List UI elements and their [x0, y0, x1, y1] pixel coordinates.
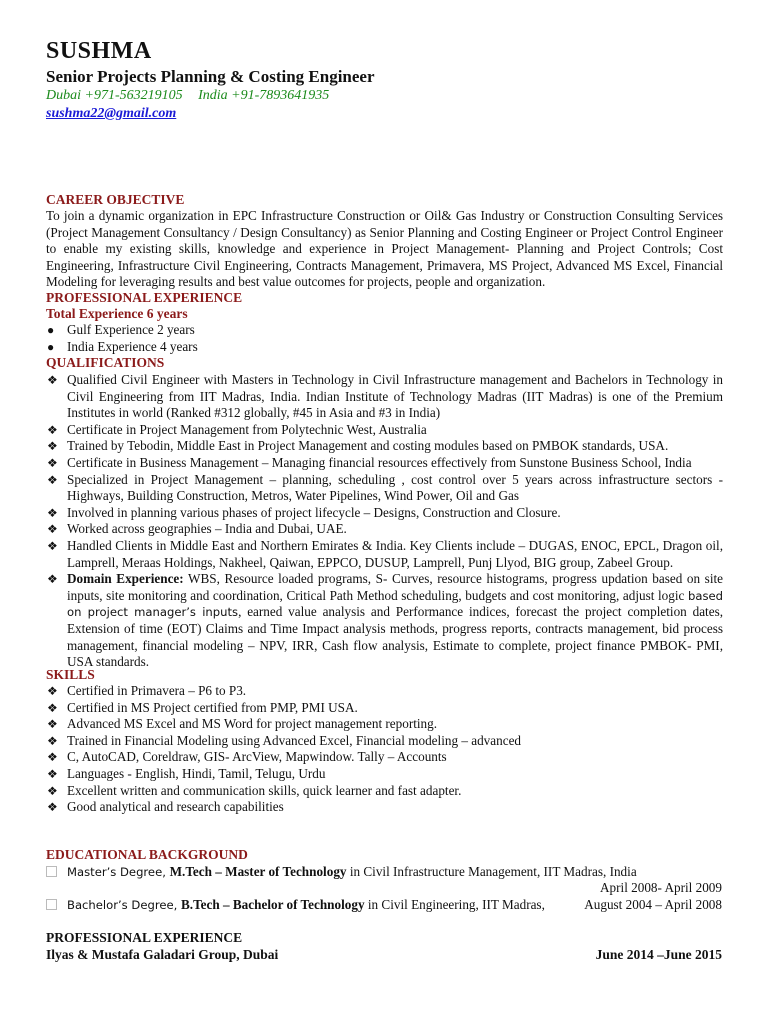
list-item: ❖ Worked across geographies – India and Dubai, UAE.	[47, 521, 347, 537]
education-heading: EDUCATIONAL BACKGROUND	[46, 847, 248, 862]
diamond-bullet-icon: ❖	[47, 373, 58, 387]
list-item: ❖ Certificate in Project Management from Polytechnic West, Australia	[47, 421, 427, 437]
list-item: ❖ Handled Clients in Middle East and Northern Emirates & India. Key Clients include – DUGAS, ENOC, EPCL, Dragon oil, Lamprell, Meraas Holdings, Nakheel, Qaiwan, EPPCO, DUSUP, Lamprell, Punj Llyod, BIG group, Zabeel Group.	[47, 537, 723, 570]
list-item: ❖ Trained in Financial Modeling using Advanced Excel, Financial modeling – advanced	[47, 732, 522, 748]
diamond-bullet-icon: ❖	[47, 439, 58, 454]
list-item: ❖ Languages - English, Hindi, Tamil, Telugu, Urdu	[47, 765, 326, 781]
list-item: ❖ Certificate in Business Management – Managing financial resources effectively from Sunstone Business School, India	[47, 454, 692, 470]
list-item: ❖ Specialized in Project Management – planning, scheduling , cost control over 5 years across infrastructure sectors - Highways, Building Construction, Metros, Water Pipelines, Wind Power, Oil and Gas	[47, 471, 723, 504]
bullet-dot-icon: ●	[47, 323, 55, 337]
domain-experience-item: ❖ Domain Experience: WBS, Resource loaded programs, S- Curves, resource histograms, progress updation based on site inputs, site monitoring and coordination, Critical Path Method scheduling, budgets and cost monitoring, adjust logic based on project manager’s inputs, earned value analysis and Performance indices, forecast the project completion dates, Extension of time (EOT) Claims and Time Impact analysis methods, progress reports, contracts management, bid process management, financial modeling – NPV, IRR, Cash flow analysis, Estimate to complete, project finance PMBOK- PMI, USA standards.	[47, 571, 724, 670]
experience-heading: PROFESSIONAL EXPERIENCE	[46, 930, 243, 945]
experience-summary-list	[46, 322, 723, 355]
list-item: ❖ Involved in planning various phases of project lifecycle – Designs, Construction and Closure.	[47, 504, 561, 520]
skills-list	[46, 683, 723, 816]
list-item: ❖ Certified in MS Project certified from PMP, PMI USA.	[47, 699, 358, 715]
list-item: ❖ Qualified Civil Engineer with Masters in Technology in Civil Infrastructure management and Bachelors in Technology in Civil Engineering from IIT Madras, India. Indian Institute of Technology Madras (IIT Madras) is one of the Premium Institutes in world (Ranked #312 globally, #45 in Asia and #3 in India)	[47, 372, 723, 421]
list-item: ❖ Trained by Tebodin, Middle East in Project Management and costing modules based on PMBOK standards, USA.	[47, 438, 669, 454]
company-name: Ilyas & Mustafa Galadari Group, Dubai	[46, 947, 279, 962]
employment-dates: June 2014 –June 2015	[595, 947, 722, 962]
job-title: Senior Projects Planning & Costing Engineer	[46, 67, 375, 86]
checkbox-square-icon	[46, 866, 57, 877]
diamond-bullet-icon: ❖	[47, 766, 58, 781]
bullet-dot-icon: ●	[47, 339, 55, 354]
education-dates-bachelors: August 2004 – April 2008	[584, 897, 722, 912]
diamond-bullet-icon: ❖	[47, 522, 58, 537]
education-entry-bachelors: Bachelor’s Degree, B.Tech – Bachelor of Technology in Civil Engineering, IIT Madras,	[46, 897, 723, 913]
diamond-bullet-icon: ❖	[47, 700, 58, 715]
candidate-name: SUSHMA	[46, 38, 152, 64]
checkbox-square-icon	[46, 899, 57, 910]
qualifications-list	[46, 372, 723, 671]
list-item: ❖ Excellent written and communication skills, quick learner and fast adapter.	[47, 782, 462, 798]
career-objective-heading: CAREER OBJECTIVE	[46, 192, 185, 207]
diamond-bullet-icon: ❖	[47, 684, 58, 698]
diamond-bullet-icon: ❖	[47, 572, 58, 587]
diamond-bullet-icon: ❖	[47, 455, 58, 470]
list-item: ❖ Certified in Primavera – P6 to P3.	[47, 683, 247, 698]
qualifications-heading: QUALIFICATIONS	[46, 355, 165, 370]
domain-experience-label: Domain Experience:	[67, 571, 184, 587]
diamond-bullet-icon: ❖	[47, 472, 58, 487]
career-objective-text: To join a dynamic organization in EPC Infrastructure Construction or Oil& Gas Industry or Construction Consulting Services (Project Management Consultancy / Design Consultancy) as Senior Planning and Costing Engineer or Project Control Engineer to enable my existing skills, knowledge and experience in Project Management- Planning and Project Controls; Cost Engineering, Infrastructure Civil Engineering, Contracts Management, Primavera, MS Project, Advanced MS Excel, Financial Modeling for leveraging results and best value outcomes for projects, people and organization.	[46, 208, 723, 290]
diamond-bullet-icon: ❖	[47, 505, 58, 520]
list-item: ❖ C, AutoCAD, Coreldraw, GIS- ArcView, Mapwindow. Tally – Accounts	[47, 749, 447, 765]
phone-india: India +91-7893641935	[198, 88, 330, 103]
education-dates-masters: April 2008- April 2009	[600, 880, 722, 895]
diamond-bullet-icon: ❖	[47, 422, 58, 437]
diamond-bullet-icon: ❖	[47, 750, 58, 765]
experience-summary-heading: PROFESSIONAL EXPERIENCE	[46, 290, 243, 305]
total-experience: Total Experience 6 years	[46, 306, 188, 321]
contact-phones	[46, 88, 341, 104]
diamond-bullet-icon: ❖	[47, 733, 58, 748]
phone-dubai: Dubai +971-563219105	[46, 88, 183, 103]
skills-heading: SKILLS	[46, 667, 95, 682]
list-item: ● Gulf Experience 2 years	[47, 322, 195, 337]
diamond-bullet-icon: ❖	[47, 717, 58, 732]
list-item: ❖ Good analytical and research capabilities	[47, 799, 284, 815]
email-link[interactable]: sushma22@gmail.com	[46, 106, 177, 121]
list-item: ❖ Advanced MS Excel and MS Word for project management reporting.	[47, 716, 438, 732]
diamond-bullet-icon: ❖	[47, 800, 58, 815]
education-entry-masters: Master’s Degree, M.Tech – Master of Technology in Civil Infrastructure Management, IIT Madras, India	[46, 864, 723, 880]
list-item: ● India Experience 4 years	[47, 338, 198, 354]
diamond-bullet-icon: ❖	[47, 538, 58, 553]
diamond-bullet-icon: ❖	[47, 783, 58, 798]
